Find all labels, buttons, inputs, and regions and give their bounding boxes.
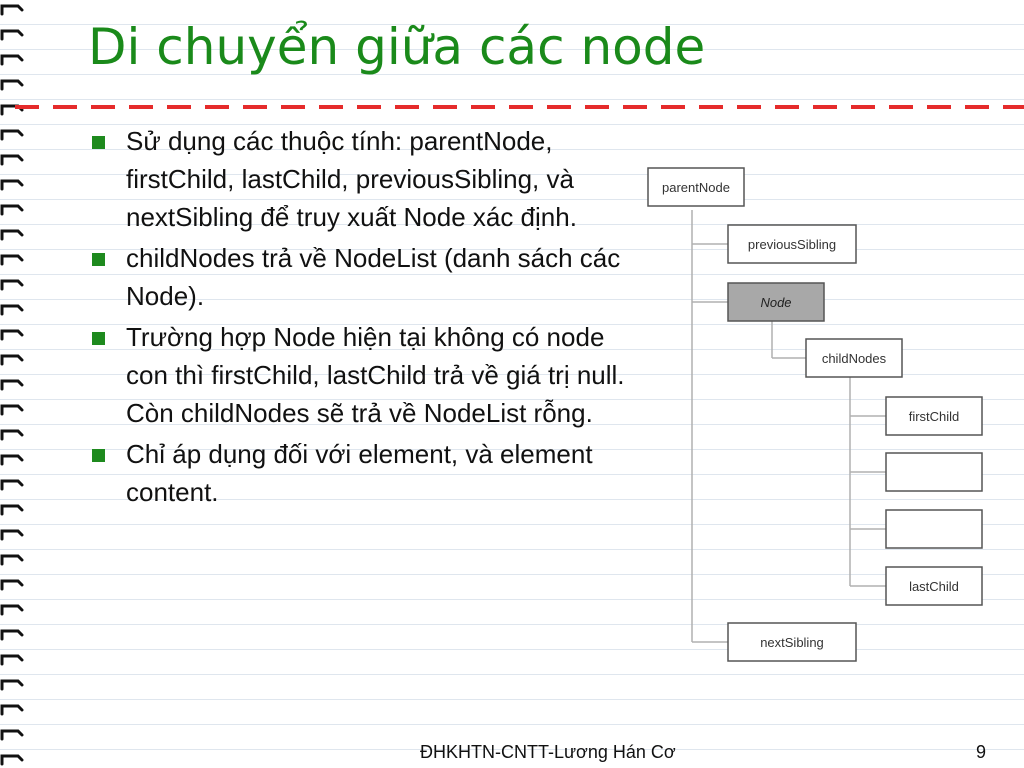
child-nodes-label: childNodes <box>821 351 887 366</box>
spiral-ring <box>2 331 22 339</box>
previous-sibling-box <box>728 225 856 263</box>
spiral-ring <box>2 656 22 664</box>
bullet-item <box>92 318 652 432</box>
spiral-ring <box>2 231 22 239</box>
square-bullet-icon <box>92 136 105 149</box>
notebook-spiral <box>0 0 30 768</box>
slide-title: Di chuyển giữa các node <box>88 18 706 76</box>
previous-sibling-label: previousSibling <box>747 237 837 252</box>
current-node-label: Node <box>760 295 792 310</box>
spiral-ring <box>2 581 22 589</box>
spiral-ring <box>2 256 22 264</box>
parent-node-box <box>648 168 744 206</box>
next-sibling-box <box>728 623 856 661</box>
bullet-text: Trường hợp Node hiện tại không có node con thì firstChild, lastChild trả về giá trị null. Còn childNodes sẽ trả về NodeList rỗng. <box>126 322 625 428</box>
spiral-ring <box>2 181 22 189</box>
child-nodes-box <box>806 339 902 377</box>
square-bullet-icon <box>92 253 105 266</box>
current-node-box <box>728 283 824 321</box>
spiral-ring <box>2 731 22 739</box>
last-child-label: lastChild <box>909 579 959 594</box>
bullet-text: Sử dụng các thuộc tính: parentNode, firstChild, lastChild, previousSibling, và nextSibling để truy xuất Node xác định. <box>126 126 577 232</box>
next-sibling-label: nextSibling <box>760 635 824 650</box>
first-child-box <box>886 397 982 435</box>
bullet-text: childNodes trả về NodeList (danh sách các Node). <box>126 243 621 311</box>
spiral-ring <box>2 31 22 39</box>
spiral-ring <box>2 131 22 139</box>
spiral-ring <box>2 531 22 539</box>
bullet-item <box>92 122 652 236</box>
node-navigation-diagram <box>640 158 1000 668</box>
spiral-ring <box>2 56 22 64</box>
spiral-ring <box>2 6 22 14</box>
spiral-ring <box>2 481 22 489</box>
spiral-ring <box>2 156 22 164</box>
page-number: 9 <box>976 742 987 762</box>
footer-author: ĐHKHTN-CNTT-Lương Hán Cơ <box>420 742 676 762</box>
spiral-ring <box>2 631 22 639</box>
spiral-ring <box>2 306 22 314</box>
parent-node-label: parentNode <box>662 180 730 195</box>
spiral-ring <box>2 381 22 389</box>
bullet-item <box>92 435 652 511</box>
child-node-box-2 <box>886 453 982 491</box>
spiral-ring <box>2 206 22 214</box>
spiral-ring <box>2 81 22 89</box>
first-child-label: firstChild <box>908 409 960 424</box>
spiral-ring <box>2 556 22 564</box>
spiral-ring <box>2 281 22 289</box>
bullet-text: Chỉ áp dụng đối với element, và element content. <box>126 439 593 507</box>
spiral-ring <box>2 356 22 364</box>
child-node-box-3 <box>886 510 982 548</box>
spiral-ring <box>2 456 22 464</box>
spiral-ring <box>2 506 22 514</box>
spiral-ring <box>2 756 22 764</box>
spiral-ring <box>2 406 22 414</box>
spiral-ring <box>2 681 22 689</box>
title-divider <box>15 105 1024 109</box>
bullet-item <box>92 239 652 315</box>
last-child-box <box>886 567 982 605</box>
square-bullet-icon <box>92 449 105 462</box>
spiral-ring <box>2 606 22 614</box>
bullet-list <box>92 122 652 514</box>
spiral-ring <box>2 431 22 439</box>
spiral-ring <box>2 706 22 714</box>
connector-lines <box>692 210 886 642</box>
square-bullet-icon <box>92 332 105 345</box>
